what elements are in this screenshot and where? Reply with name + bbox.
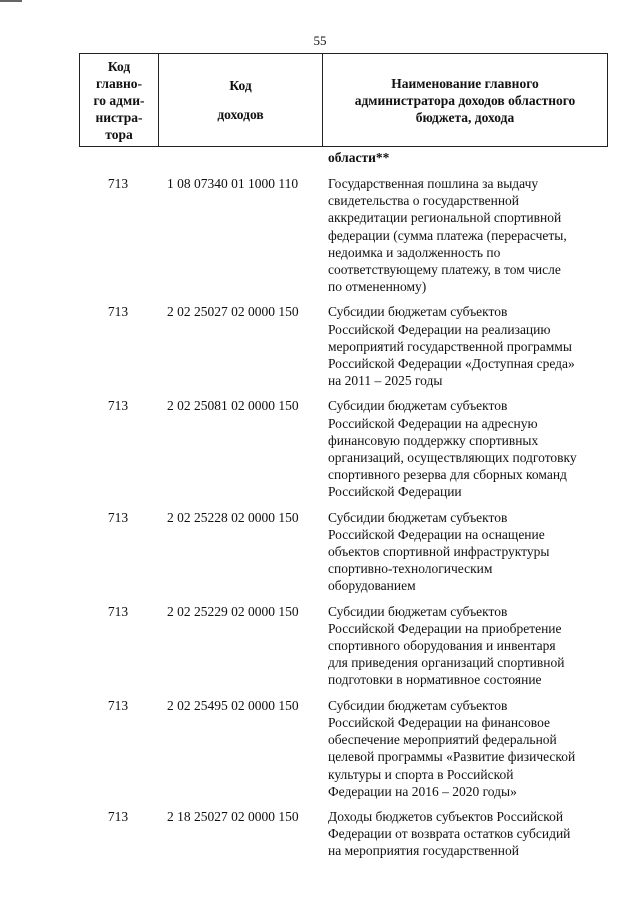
income-name-line: спортивно-технологическим [328,561,493,577]
header-income-code-line: доходов [217,107,264,122]
income-name-line: Субсидии бюджетам субъектов [328,697,508,713]
income-name-cell [321,303,608,389]
income-name-line: Российской Федерации [328,484,462,500]
income-name-line: Федерации на 2016 – 2020 годы» [328,783,517,799]
income-name-line: организаций, осуществляющих подготовку [328,450,577,466]
table-row [79,397,608,500]
income-name-line: Российской Федерации на реализацию [328,321,551,337]
admin-code-cell: 713 [107,398,129,414]
income-name-line: обеспечение мероприятий федеральной [328,732,557,748]
income-name-line: финансовую поддержку спортивных [328,432,539,448]
income-name-line: оборудованием [328,578,416,594]
income-name-line: Российской Федерации на оснащение [328,526,545,542]
table-row [79,175,608,295]
table-row [79,603,608,689]
income-name-line: по отмененному) [328,279,427,295]
header-name-line: бюджета, дохода [415,109,515,125]
income-code-cell: 2 02 25229 02 0000 150 [167,603,299,619]
income-name-line: Субсидии бюджетам субъектов [328,304,508,320]
header-admin-code-line: тора [105,126,133,142]
header-admin-code-line: нистра- [95,109,143,125]
table-row [79,697,608,800]
admin-code-cell: 713 [107,697,129,713]
income-code-cell: 2 02 25027 02 0000 150 [167,304,299,320]
income-code-cell: 2 18 25027 02 0000 150 [167,808,299,824]
income-name-line: Российской Федерации на адресную [328,415,538,431]
income-name-line: на 2011 – 2025 годы [328,373,443,389]
income-name-line: недоимка и задолженность по [328,244,501,260]
header-name-text [355,75,576,126]
header-admin-code-line: го адми- [93,92,145,108]
income-name-cell [321,697,608,800]
income-name-line: Российской Федерации на приобретение [328,620,562,636]
header-admin-code-line: главно- [95,75,143,91]
income-name-cell [321,808,608,860]
header-income-code [158,54,322,146]
income-name-line: спортивного оборудования и инвентаря [328,638,556,654]
income-name-line: свидетельства о государственной [328,193,520,209]
income-name-cell [321,603,608,689]
income-code-cell: 2 02 25228 02 0000 150 [167,509,299,525]
income-name-line: Субсидии бюджетам субъектов [328,509,508,525]
header-name-line: администратора доходов областного [354,92,576,108]
header-admin-code-text [94,58,145,143]
scan-mark [0,0,22,2]
header-admin-code [80,54,158,146]
income-name-line: аккредитации региональной спортивной [328,210,562,226]
income-name-line: культуры и спорта в Российской [328,766,514,782]
page-number: 55 [313,33,327,48]
header-income-code-line: Код [229,78,252,93]
header-name [322,54,607,146]
income-name-line: Федерации от возврата остатков субсидий [328,826,571,842]
income-name-line: объектов спортивной инфраструктуры [328,544,550,560]
table-row [79,509,608,595]
income-name-line: спортивного резерва для сборных команд [328,467,567,483]
admin-code-cell: 713 [107,176,129,191]
income-name-line: мероприятий государственной программы [328,338,572,354]
admin-code-cell: 713 [107,304,129,320]
admin-code-cell: 713 [107,603,129,619]
income-name-line: подготовки в нормативное состояние [328,672,542,688]
income-code-cell: 2 02 25081 02 0000 150 [167,398,299,414]
income-name-line: Российской Федерации «Доступная среда» [328,356,575,372]
table-row [79,303,608,389]
income-name-line: Российской Федерации на финансовое [328,714,550,730]
admin-code-cell: 713 [107,808,129,824]
income-code-cell: 1 08 07340 01 1000 110 [167,176,299,191]
income-name-line: Доходы бюджетов субъектов Российской [328,808,564,824]
header-name-line: Наименование главного [391,75,539,91]
income-name-line: Государственная пошлина за выдачу [328,176,539,191]
table-body [79,147,608,860]
income-name-line: целевой программы «Развитие физической [328,749,576,765]
income-name-cell [321,509,608,595]
table-header [79,53,608,147]
income-name-line: на мероприятия государственной [328,843,519,859]
income-name-line: Субсидии бюджетам субъектов [328,603,508,619]
income-code-cell: 2 02 25495 02 0000 150 [167,697,299,713]
table-row [79,808,608,860]
income-name-cell [321,397,608,500]
header-admin-code-line: Код [107,58,131,74]
income-name-line: Субсидии бюджетам субъектов [328,398,508,414]
income-name-cell [321,175,608,295]
income-name-line: соответствующему платежу, в том числе [328,262,561,278]
income-name-line: федерации (сумма платежа (перерасчеты, [328,227,567,243]
admin-code-cell: 713 [107,509,129,525]
continuation-text: области** [328,150,390,165]
income-name-line: для приведения организаций спортивной [328,655,565,671]
